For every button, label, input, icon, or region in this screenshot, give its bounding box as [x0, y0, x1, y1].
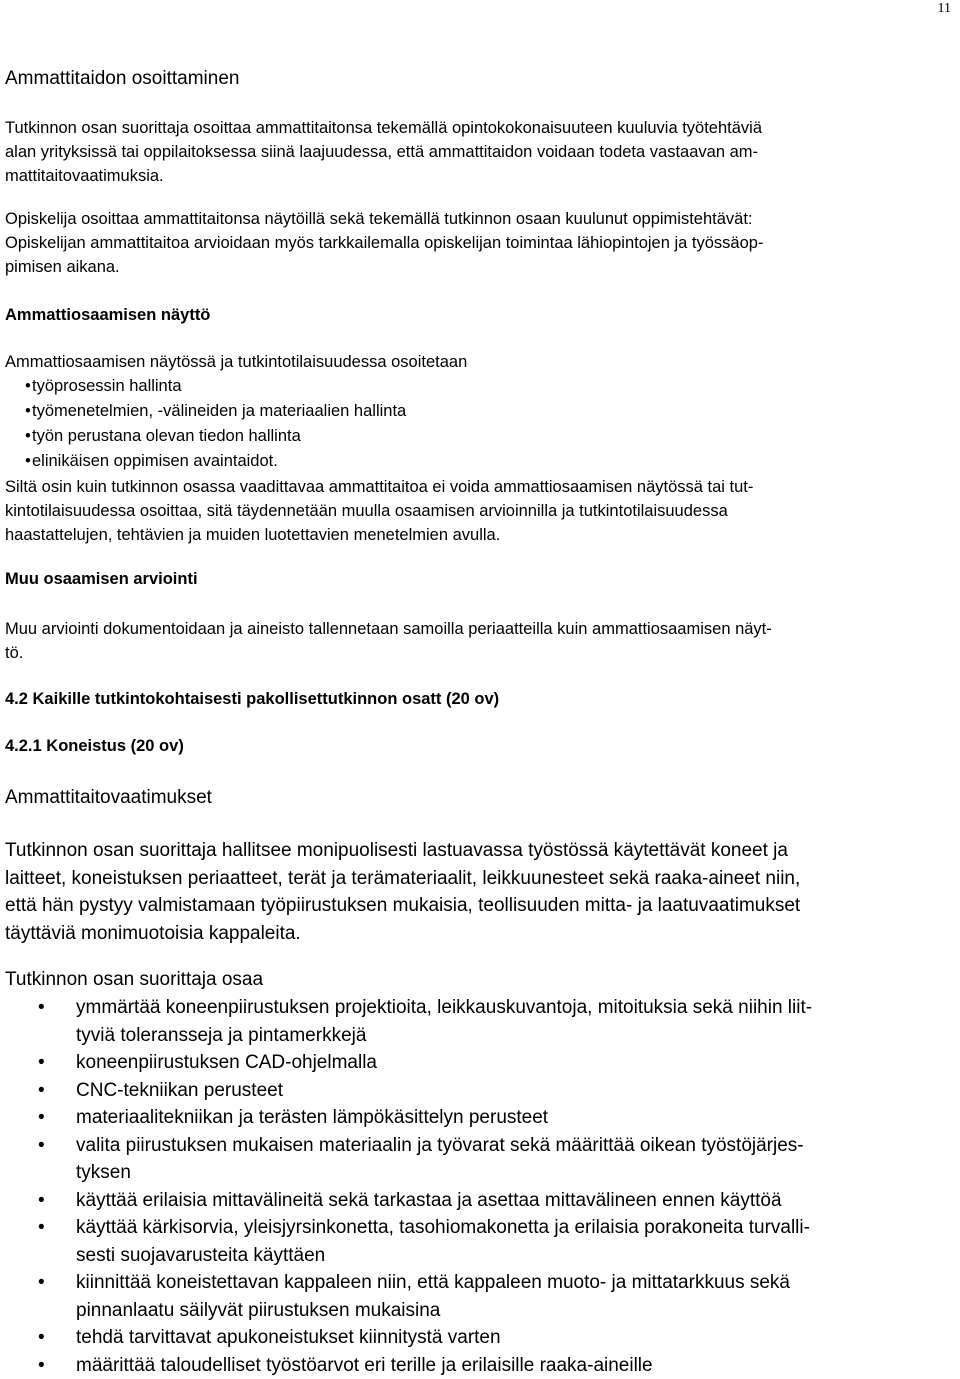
- paragraph-tutkinnon-osan-suorittaja: [5, 116, 762, 188]
- text-line: Siltä osin kuin tutkinnon osassa vaadittavaa ammattitaitoa ei voida ammattiosaamisen näytössä tai tut-: [5, 475, 753, 499]
- list-item: • työprosessin hallinta: [5, 374, 406, 399]
- list-item: [5, 994, 812, 1049]
- list-item: [5, 1077, 812, 1105]
- heading-ammattitaitovaatimukset: Ammattitaitovaatimukset: [5, 784, 212, 812]
- text-line: Tutkinnon osan suorittaja hallitsee monipuolisesti lastuavassa työstössä käytettävät koneet ja: [5, 837, 800, 865]
- heading-4-2: 4.2 Kaikille tutkintokohtaisesti pakollisettutkinnon osatt (20 ov): [5, 687, 499, 711]
- text-line: • koneenpiirustuksen CAD-ohjelmalla: [76, 1049, 812, 1077]
- text-line: täyttäviä monimuotoisia kappaleita.: [5, 920, 800, 948]
- paragraph-suorittaja-osaa: Tutkinnon osan suorittaja osaa: [5, 966, 263, 994]
- heading-ammattitaidon-osoittaminen: Ammattitaidon osoittaminen: [5, 65, 239, 93]
- paragraph-naytossa-osoitetaan: Ammattiosaamisen näytössä ja tutkintotilaisuudessa osoitetaan: [5, 350, 467, 374]
- text-line: tyviä toleransseja ja pintamerkkejä: [76, 1022, 812, 1050]
- heading-ammattiosaamisen-naytto: Ammattiosaamisen näyttö: [5, 303, 210, 327]
- heading-muu-osaamisen-arviointi: Muu osaamisen arviointi: [5, 567, 198, 591]
- list-item: [5, 1214, 812, 1269]
- text-line: • CNC-tekniikan perusteet: [76, 1077, 812, 1105]
- text-line: että hän pystyy valmistamaan työpiirustuksen mukaisia, teollisuuden mitta- ja laatuvaatimukset: [5, 892, 800, 920]
- paragraph-opiskelija-osoittaa: [5, 207, 763, 279]
- list-item: [5, 1104, 812, 1132]
- text-line: • kiinnittää koneistettavan kappaleen niin, että kappaleen muoto- ja mittatarkkuus sekä: [76, 1269, 812, 1297]
- list-item: • työmenetelmien, -välineiden ja materiaalien hallinta: [5, 399, 406, 424]
- text-line: Muu arviointi dokumentoidaan ja aineisto tallennetaan samoilla periaatteilla kuin ammattiosaamisen näyt-: [5, 617, 772, 641]
- text-line: • käyttää erilaisia mittavälineitä sekä tarkastaa ja asettaa mittavälineen ennen käyttöä: [76, 1187, 812, 1215]
- paragraph-tutkinnon-osan-hallitsee: [5, 837, 800, 947]
- text-line: • ymmärtää koneenpiirustuksen projektioita, leikkauskuvantoja, mitoituksia sekä niihin liit-: [76, 994, 812, 1022]
- text-line: laitteet, koneistuksen periaatteet, terät ja terämateriaalit, leikkuunesteet sekä raaka-aineet niin,: [5, 865, 800, 893]
- paragraph-silta-osin: [5, 475, 753, 547]
- text-line: Opiskelijan ammattitaitoa arvioidaan myös tarkkailemalla opiskelijan toimintaa lähiopintojen ja työssäop-: [5, 231, 763, 255]
- text-line: sesti suojavarusteita käyttäen: [76, 1242, 812, 1270]
- list-item: • elinikäisen oppimisen avaintaidot.: [5, 449, 406, 474]
- text-line: • materiaalitekniikan ja terästen lämpökäsittelyn perusteet: [76, 1104, 812, 1132]
- heading-4-2-1: 4.2.1 Koneistus (20 ov): [5, 734, 184, 758]
- list-item: [5, 1269, 812, 1324]
- text-line: Tutkinnon osan suorittaja osoittaa ammattitaitonsa tekemällä opintokokonaisuuteen kuuluvia työtehtäviä: [5, 116, 762, 140]
- list-item: [5, 1132, 812, 1187]
- text-line: • käyttää kärkisorvia, yleisjyrsinkonetta, tasohiomakonetta ja erilaisia porakoneita turvalli-: [76, 1214, 812, 1242]
- bullet-list-naytto: [5, 374, 406, 474]
- text-line: tö.: [5, 641, 772, 665]
- text-line: • määrittää taloudelliset työstöarvot eri terille ja erilaisille raaka-aineille: [76, 1352, 812, 1379]
- text-line: tyksen: [76, 1159, 812, 1187]
- bullet-list-osaa: [5, 994, 812, 1379]
- list-item: [5, 1187, 812, 1215]
- text-line: pinnanlaatu säilyvät piirustuksen mukaisina: [76, 1297, 812, 1325]
- text-line: pimisen aikana.: [5, 255, 763, 279]
- text-line: alan yrityksissä tai oppilaitoksessa siinä laajuudessa, että ammattitaidon voidaan todeta vastaavan am-: [5, 140, 762, 164]
- page-number: 11: [938, 1, 951, 17]
- text-line: • valita piirustuksen mukaisen materiaalin ja työvarat sekä määrittää oikean työstöjärjes-: [76, 1132, 812, 1160]
- text-line: mattitaitovaatimuksia.: [5, 164, 762, 188]
- text-line: Opiskelija osoittaa ammattitaitonsa näytöillä sekä tekemällä tutkinnon osaan kuulunut oppimistehtävät:: [5, 207, 763, 231]
- text-line: • tehdä tarvittavat apukoneistukset kiinnitystä varten: [76, 1324, 812, 1352]
- list-item: [5, 1324, 812, 1352]
- paragraph-muu-arviointi: [5, 617, 772, 665]
- text-line: haastattelujen, tehtävien ja muiden luotettavien menetelmien avulla.: [5, 523, 753, 547]
- list-item: • työn perustana olevan tiedon hallinta: [5, 424, 406, 449]
- list-item: [5, 1049, 812, 1077]
- text-line: kintotilaisuudessa osoittaa, sitä täydennetään muulla osaamisen arvioinnilla ja tutkintotilaisuudessa: [5, 499, 753, 523]
